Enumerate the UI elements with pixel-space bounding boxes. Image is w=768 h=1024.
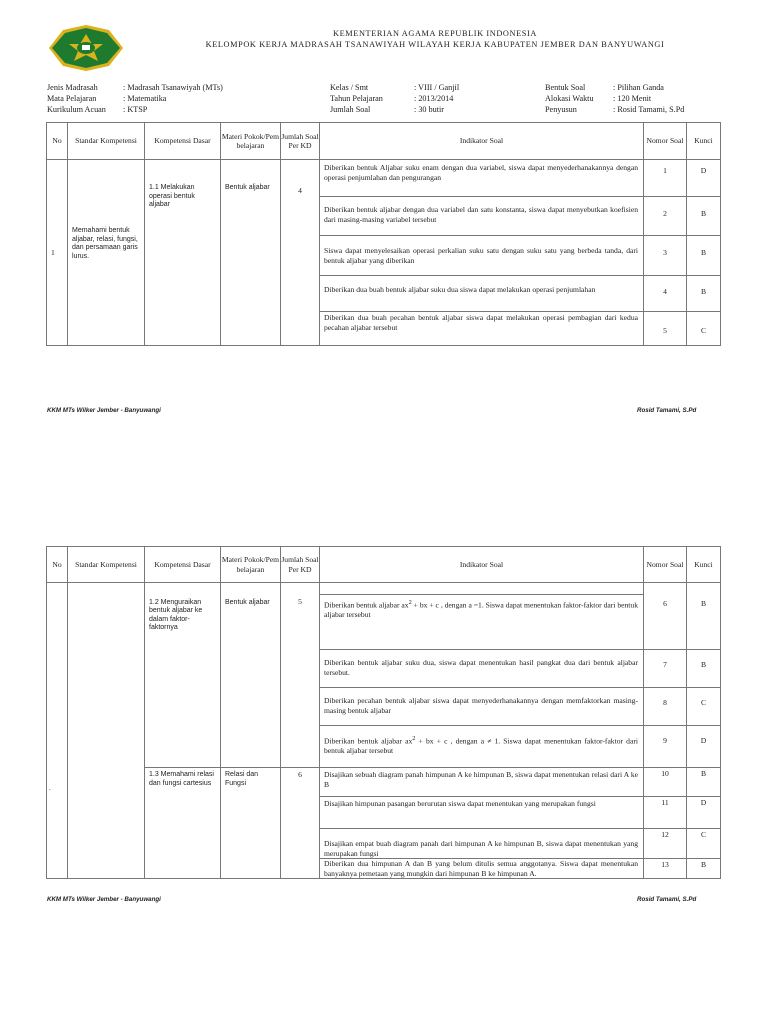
info-label: Kurikulum Acuan — [47, 105, 106, 114]
cell-indikator: Diberikan bentuk aljabar dengan dua variabel dan satu konstanta, siswa dapat menyebutkan koefisien dari masing-masing variabel tersebut — [320, 197, 644, 236]
header-indikator: Indikator Soal — [320, 123, 644, 160]
cell-indikator: Siswa dapat menyelesaikan operasi perkalian suku satu dengan suku satu yang berbeda tanda, dari bentuk aljabar yang diberikan — [320, 236, 644, 276]
cell-kunci: B — [687, 236, 721, 276]
header-kunci: Kunci — [687, 547, 721, 583]
table-header-row — [47, 123, 721, 160]
header-no: No — [47, 123, 68, 160]
cell-nomor-soal: 8 — [644, 688, 687, 726]
table-row — [47, 160, 721, 197]
info-value: : 2013/2014 — [414, 94, 454, 103]
cell-jumlah-soal: 5 — [281, 595, 320, 768]
header-materi: Materi Pokok/Pem belajaran — [221, 547, 281, 583]
cell-kompetensi-dasar: 1.2 Menguraikan bentuk aljabar ke dalam faktor-faktornya — [145, 595, 221, 768]
cell-nomor-soal: 13 — [644, 859, 687, 879]
cell-indikator: Diberikan dua buah pecahan bentuk aljabar siswa dapat melakukan operasi pembagian dari kedua pecahan aljabar tersebut — [320, 312, 644, 346]
cell-nomor-soal: 3 — [644, 236, 687, 276]
header-kunci: Kunci — [687, 123, 721, 160]
header-ministry: KEMENTERIAN AGAMA REPUBLIK INDONESIA — [333, 29, 537, 38]
cell-kunci: B — [687, 276, 721, 312]
cell-no-group1 — [47, 583, 68, 879]
indikator-text-b: + bx + c , dengan a ≠ 1. Siswa dapat menentukan faktor-faktor dari bentuk aljabar tersebut — [324, 736, 638, 756]
kisi-kisi-table-page2 — [46, 546, 721, 879]
cell-nomor-soal: 4 — [644, 276, 687, 312]
cell-materi: Bentuk aljabar — [221, 595, 281, 768]
cell-indikator — [320, 726, 644, 768]
info-col1 — [47, 82, 223, 115]
cell-nomor-soal: 12 — [644, 829, 687, 859]
header-kompetensi-dasar: Kompetensi Dasar — [145, 123, 221, 160]
footer-left: KKM MTs Wilker Jember - Banyuwangi — [47, 896, 161, 903]
cell-indikator: Diberikan dua himpunan A dan B yang belum ditulis semua anggotanya. Siswa dapat menentukan banyaknya pemetaan yang mungkin dari himpunan B ke himpunan A. — [320, 859, 644, 879]
indikator-text-a: Diberikan bentuk aljabar ax — [324, 736, 413, 746]
indikator-text-b: + bx + c , dengan a =1. Siswa dapat menentukan faktor-faktor dari bentuk aljabar tersebut — [324, 600, 638, 620]
info-label: Mata Pelajaran — [47, 94, 97, 103]
cell-indikator: Disajikan empat buah diagram panah dari himpunan A ke himpunan B, siswa dapat menentukan yang merupakan fungsi — [320, 829, 644, 859]
cell-nomor-soal: 6 — [644, 595, 687, 650]
info-label: Bentuk Soal — [545, 83, 586, 92]
cell-nomor-soal: 2 — [644, 197, 687, 236]
superscript: 2 — [408, 599, 412, 606]
info-label: Kelas / Smt — [330, 83, 369, 92]
cell-nomor-soal: 5 — [644, 312, 687, 346]
cell-kompetensi-dasar: 1.1 Melakukan operasi bentuk aljabar — [145, 160, 221, 346]
header-kompetensi-dasar: Kompetensi Dasar — [145, 547, 221, 583]
info-label: Penyusun — [545, 105, 577, 114]
cell-nomor-soal: 1 — [644, 160, 687, 197]
info-col2 — [330, 82, 459, 115]
cell-indikator — [320, 595, 644, 650]
indikator-text-a: Diberikan bentuk aljabar ax — [324, 600, 409, 610]
cell-indikator: Diberikan dua buah bentuk aljabar suku dua siswa dapat melakukan operasi penjumlahan — [320, 276, 644, 312]
header-nomor-soal: Nomor Soal — [644, 123, 687, 160]
info-value: : VIII / Ganjil — [414, 83, 460, 92]
cell-indikator: Disajikan sebuah diagram panah himpunan A ke himpunan B, siswa dapat menentukan relasi dari A ke B — [320, 768, 644, 797]
info-value: : Pilihan Ganda — [613, 83, 664, 92]
kisi-kisi-table-page1 — [46, 122, 721, 346]
info-value: : 120 Menit — [613, 94, 652, 103]
cell-kunci: B — [687, 595, 721, 650]
header-nomor-soal: Nomor Soal — [644, 547, 687, 583]
info-value: : Madrasah Tsanawiyah (MTs) — [123, 83, 223, 92]
info-value: : 30 butir — [414, 105, 445, 114]
cell-kunci: D — [687, 726, 721, 768]
cell-jumlah-soal: 6 — [281, 768, 320, 879]
footer-right: Rosid Tamami, S.Pd — [637, 896, 697, 903]
info-label: Alokasi Waktu — [545, 94, 594, 103]
cell-materi: Relasi dan Fungsi — [221, 768, 281, 879]
table-header-row — [47, 547, 721, 583]
info-value: : KTSP — [123, 105, 148, 114]
cell-indikator: Diberikan pecahan bentuk aljabar siswa dapat menyederhanakannya dengan memfaktorkan masing-masing bentuk aljabar — [320, 688, 644, 726]
info-value: : Matematika — [123, 94, 167, 103]
cell-kunci: B — [687, 859, 721, 879]
footer-left: KKM MTs Wilker Jember - Banyuwangi — [47, 407, 161, 414]
table-row — [47, 595, 721, 650]
info-col3 — [545, 82, 684, 115]
info-value: : Rosid Tamami, S.Pd — [613, 105, 685, 114]
cell-kunci: D — [687, 160, 721, 197]
table-spacer-row — [47, 583, 721, 595]
cell-kunci: C — [687, 829, 721, 859]
cell-indikator: Diberikan bentuk aljabar suku dua, siswa dapat menentukan hasil pangkat dua dari bentuk aljabar tersebut. — [320, 650, 644, 688]
cell-nomor-soal: 7 — [644, 650, 687, 688]
header-standar-kompetensi: Standar Kompetensi — [68, 123, 145, 160]
cell-nomor-soal: 10 — [644, 768, 687, 797]
header-no: No — [47, 547, 68, 583]
cell-nomor-soal: 11 — [644, 797, 687, 829]
info-label: Tahun Pelajaran — [330, 94, 383, 103]
cell-kunci: C — [687, 688, 721, 726]
table-row — [47, 768, 721, 797]
cell-kunci: D — [687, 797, 721, 829]
cell-no-group2: . — [49, 784, 51, 792]
info-label: Jenis Madrasah — [47, 83, 98, 92]
header-jumlah-soal: Jumlah Soal Per KD — [281, 123, 320, 160]
cell-materi: Bentuk aljabar — [221, 160, 281, 346]
header-group: KELOMPOK KERJA MADRASAH TSANAWIYAH WILAYAH KERJA KABUPATEN JEMBER DAN BANYUWANGI — [205, 40, 665, 49]
header-indikator: Indikator Soal — [320, 547, 644, 583]
cell-kunci: C — [687, 312, 721, 346]
cell-standar-kompetensi-empty — [68, 583, 145, 879]
cell-kunci: B — [687, 768, 721, 797]
header-materi: Materi Pokok/Pem belajaran — [221, 123, 281, 160]
superscript: 2 — [412, 735, 416, 742]
header-jumlah-soal: Jumlah Soal Per KD — [281, 547, 320, 583]
cell-kunci: B — [687, 197, 721, 236]
cell-indikator: Disajikan himpunan pasangan berurutan siswa dapat menentukan yang merupakan fungsi — [320, 797, 644, 829]
cell-indikator: Diberikan bentuk Aljabar suku enam dengan dua variabel, siswa dapat menyederhanakannya dengan operasi penjumlahan dan pengurangan — [320, 160, 644, 197]
info-label: Jumlah Soal — [330, 105, 371, 114]
cell-no: 1 — [47, 160, 68, 346]
cell-standar-kompetensi: Memahami bentuk aljabar, relasi, fungsi, dan persamaan garis lurus. — [68, 160, 145, 346]
header-standar-kompetensi: Standar Kompetensi — [68, 547, 145, 583]
kemenag-logo-icon — [46, 24, 126, 72]
cell-kompetensi-dasar: 1.3 Memahami relasi dan fungsi cartesius — [145, 768, 221, 879]
cell-jumlah-soal: 4 — [281, 160, 320, 346]
footer-right: Rosid Tamami, S.Pd — [637, 407, 697, 414]
cell-kunci: B — [687, 650, 721, 688]
cell-nomor-soal: 9 — [644, 726, 687, 768]
